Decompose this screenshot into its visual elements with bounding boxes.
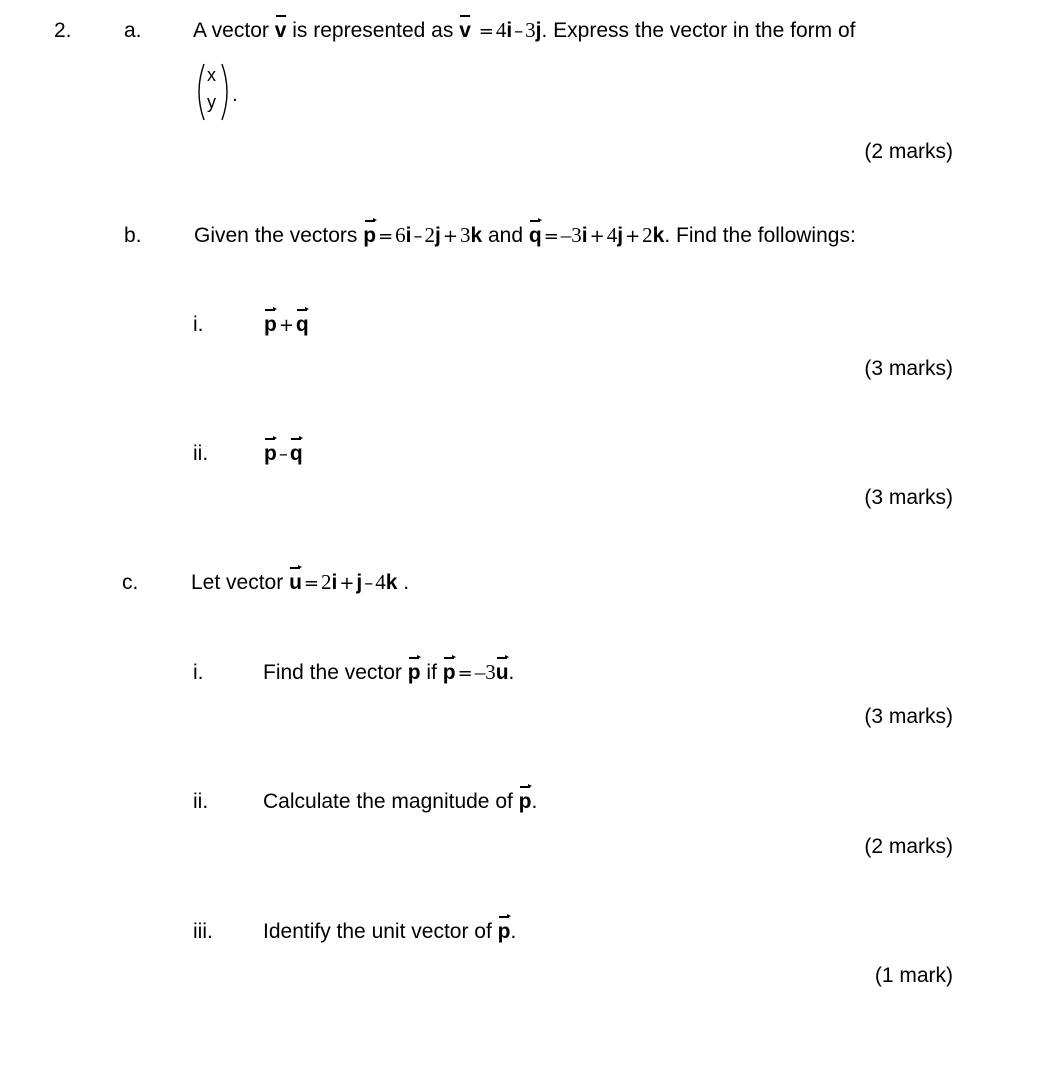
part-b-i-marks: (3 marks) [864,357,953,380]
part-c-i-marks: (3 marks) [864,705,953,728]
column-vector-x: x [207,65,216,85]
part-c-i-if: if [426,661,437,684]
column-vector-period: . [232,83,238,106]
part-a-label: a. [124,19,142,42]
part-a-text-before: A vector [193,19,269,42]
vector-u: u [495,661,509,684]
part-b-ii-label: ii. [193,442,209,465]
u-coef-k: 4 [375,570,386,594]
part-b-ii-marks: (3 marks) [864,486,953,509]
vector-q: q [528,224,542,247]
part-c-label: c. [122,571,139,594]
column-vector-y: y [207,92,216,112]
part-a-op: – [514,21,524,42]
part-c-ii-text: Calculate the magnitude of [263,790,513,813]
vector-q: q [289,442,303,465]
part-c-i-label: i. [193,661,204,684]
vector-p: p [442,661,456,684]
part-c-i-question: Find the vector p if p =–3u. [263,660,515,684]
part-c-text-before: Let vector [191,571,284,594]
p-coef-i: 6 [395,223,406,247]
q-coef-i: –3 [560,223,582,247]
u-coef-i: 2 [320,570,332,594]
part-a-coef2: 3 [525,18,536,42]
vector-q: q [295,313,309,336]
part-b-i-label: i. [193,313,204,336]
vector-u: u [289,571,302,594]
part-c-question: Let vector u =2i +j –4k . [191,570,410,594]
part-c-iii-marks: (1 mark) [874,964,953,987]
vector-p: p [518,790,532,813]
part-c-period: . [403,571,410,594]
part-c-iii-period: . [510,920,517,943]
q-unit-k: k [652,224,665,247]
part-c-iii-question [263,921,516,942]
part-b-and: and [487,224,524,247]
vector-p: p [363,224,377,247]
part-c-ii-label: ii. [193,790,209,813]
part-c-iii-label: iii. [193,920,213,943]
vector-p: p [497,920,511,943]
part-a-text-is: is represented as [292,19,454,42]
part-c-ii-marks: (2 marks) [864,835,953,858]
q-coef-j: 4 [606,223,618,247]
part-b-i-expression [264,314,309,335]
part-c-i-text: Find the vector [263,661,402,684]
unit-j: j [535,19,542,42]
part-c-i-coef: –3 [474,660,496,684]
part-c-iii-text: Identify the unit vector of [263,920,492,943]
part-a-text-after: . Express the vector in the form of [541,19,856,42]
part-c-ii-question [263,791,537,812]
vector-p: p [264,442,277,465]
p-coef-j: 2 [424,223,436,247]
part-b-label: b. [124,224,142,247]
question-number: 2. [54,19,72,42]
part-b-text-before: Given the vectors [194,224,358,247]
part-b-ii-expression [264,443,303,464]
unit-i: i [506,19,513,42]
p-unit-i: i [405,224,412,247]
p-coef-k: 3 [459,223,471,247]
u-unit-i: i [331,571,338,594]
column-vector [194,62,239,122]
u-unit-k: k [385,571,398,594]
part-a-marks: (2 marks) [864,140,953,163]
u-unit-j: j [356,571,363,594]
p-unit-k: k [470,224,483,247]
vector-p: p [407,661,421,684]
vector-v-symbol: v [459,19,471,42]
plus-operator: + [278,315,294,336]
part-c-i-period: . [508,661,515,684]
q-unit-i: i [581,224,588,247]
vector-v: v [274,19,287,42]
q-unit-j: j [617,224,624,247]
minus-operator: – [278,444,288,465]
q-coef-k: 2 [642,223,653,247]
vector-p: p [264,313,277,336]
part-a-question: A vector v is represented as v =4i –3j. Express the vector in the form of [193,18,856,42]
p-unit-j: j [435,224,441,247]
part-b-text-after: . Find the followings: [664,224,856,247]
part-a-coef1: 4 [495,18,507,42]
part-c-ii-period: . [531,790,538,813]
part-b-question: Given the vectors p =6i –2j +3k and q =–3i +4j +2k. Find the followings: [194,223,856,247]
